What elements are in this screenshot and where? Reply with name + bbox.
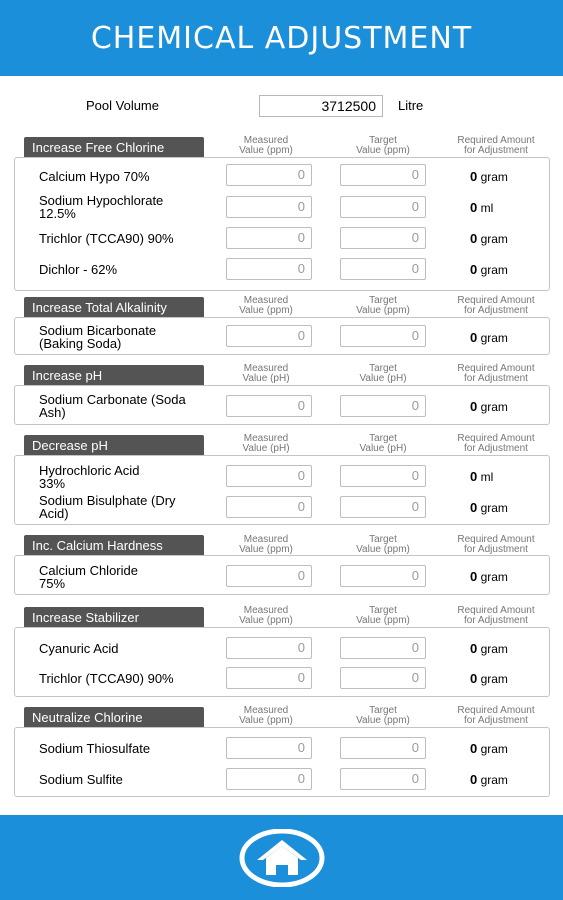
target-input[interactable]: 0 [340, 465, 426, 487]
section-title-calcium-hardness: Inc. Calcium Hardness [24, 535, 204, 555]
col-header-measured: Measured Value (ppm) [239, 705, 293, 726]
col-header-measured: Measured Value (ppm) [239, 295, 293, 316]
measured-input[interactable]: 0 [226, 667, 312, 689]
target-input[interactable]: 0 [340, 768, 426, 790]
home-icon [239, 829, 325, 887]
measured-input[interactable]: 0 [226, 164, 312, 186]
home-button[interactable] [239, 829, 325, 887]
section-title-increase-ph: Increase pH [24, 365, 204, 385]
section-title-free-chlorine: Increase Free Chlorine [24, 137, 204, 157]
col-header-target: Target Value (ppm) [356, 534, 410, 555]
pool-volume-unit: Litre [398, 98, 424, 113]
section-title-stabilizer: Increase Stabilizer [24, 607, 204, 627]
required-amount: 0 ml [470, 469, 494, 484]
col-header-target: Target Value (pH) [359, 433, 407, 454]
pool-volume-label: Pool Volume [86, 98, 159, 113]
target-input[interactable]: 0 [340, 737, 426, 759]
col-header-required: Required Amount for Adjustment [457, 363, 535, 384]
row-label: Sodium Carbonate (Soda Ash) [39, 392, 186, 420]
row-label: Sodium Hypochlorate 12.5% [39, 193, 164, 221]
measured-input[interactable]: 0 [226, 227, 312, 249]
target-input[interactable]: 0 [340, 565, 426, 587]
pool-volume-input[interactable]: 3712500 [259, 95, 383, 117]
col-header-required: Required Amount for Adjustment [457, 705, 535, 726]
section-title-total-alkalinity: Increase Total Alkalinity [24, 297, 204, 317]
required-amount: 0 gram [470, 671, 508, 686]
required-amount: 0 gram [470, 169, 508, 184]
col-header-target: Target Value (ppm) [356, 605, 410, 626]
target-input[interactable]: 0 [340, 637, 426, 659]
measured-input[interactable]: 0 [226, 196, 312, 218]
col-header-measured: Measured Value (ppm) [239, 135, 293, 156]
row-label: Calcium Hypo 70% [39, 169, 150, 184]
row-label: Sodium Bisulphate (Dry Acid) [39, 493, 176, 521]
target-input[interactable]: 0 [340, 196, 426, 218]
required-amount: 0 gram [470, 772, 508, 787]
required-amount: 0 ml [470, 200, 494, 215]
required-amount: 0 gram [470, 741, 508, 756]
col-header-measured: Measured Value (pH) [242, 433, 290, 454]
required-amount: 0 gram [470, 330, 508, 345]
row-label: Cyanuric Acid [39, 641, 119, 656]
measured-input[interactable]: 0 [226, 395, 312, 417]
measured-input[interactable]: 0 [226, 637, 312, 659]
row-label: Hydrochloric Acid 33% [39, 463, 140, 491]
target-input[interactable]: 0 [340, 325, 426, 347]
target-input[interactable]: 0 [340, 395, 426, 417]
required-amount: 0 gram [470, 262, 508, 277]
required-amount: 0 gram [470, 569, 508, 584]
row-label: Trichlor (TCCA90) 90% [39, 231, 174, 246]
measured-input[interactable]: 0 [226, 768, 312, 790]
required-amount: 0 gram [470, 231, 508, 246]
col-header-target: Target Value (ppm) [356, 705, 410, 726]
required-amount: 0 gram [470, 399, 508, 414]
section-title-decrease-ph: Decrease pH [24, 435, 204, 455]
measured-input[interactable]: 0 [226, 258, 312, 280]
measured-input[interactable]: 0 [226, 737, 312, 759]
col-header-required: Required Amount for Adjustment [457, 605, 535, 626]
measured-input[interactable]: 0 [226, 496, 312, 518]
page-title: CHEMICAL ADJUSTMENT [90, 20, 473, 56]
col-header-required: Required Amount for Adjustment [457, 534, 535, 555]
app-header [0, 0, 563, 76]
measured-input[interactable]: 0 [226, 465, 312, 487]
target-input[interactable]: 0 [340, 227, 426, 249]
row-label: Calcium Chloride 75% [39, 563, 138, 591]
section-title-neutralize-chlorine: Neutralize Chlorine [24, 707, 204, 727]
col-header-required: Required Amount for Adjustment [457, 135, 535, 156]
measured-input[interactable]: 0 [226, 325, 312, 347]
target-input[interactable]: 0 [340, 496, 426, 518]
row-label: Sodium Bicarbonate (Baking Soda) [39, 323, 157, 351]
target-input[interactable]: 0 [340, 164, 426, 186]
row-label: Sodium Sulfite [39, 772, 123, 787]
target-input[interactable]: 0 [340, 667, 426, 689]
col-header-target: Target Value (ppm) [356, 295, 410, 316]
required-amount: 0 gram [470, 500, 508, 515]
col-header-measured: Measured Value (ppm) [239, 605, 293, 626]
col-header-measured: Measured Value (pH) [242, 363, 290, 384]
col-header-target: Target Value (ppm) [356, 135, 410, 156]
required-amount: 0 gram [470, 641, 508, 656]
col-header-required: Required Amount for Adjustment [457, 295, 535, 316]
row-label: Dichlor - 62% [39, 262, 118, 277]
col-header-target: Target Value (pH) [359, 363, 407, 384]
measured-input[interactable]: 0 [226, 565, 312, 587]
col-header-measured: Measured Value (ppm) [239, 534, 293, 555]
col-header-required: Required Amount for Adjustment [457, 433, 535, 454]
row-label: Sodium Thiosulfate [39, 741, 151, 756]
row-label: Trichlor (TCCA90) 90% [39, 671, 174, 686]
target-input[interactable]: 0 [340, 258, 426, 280]
